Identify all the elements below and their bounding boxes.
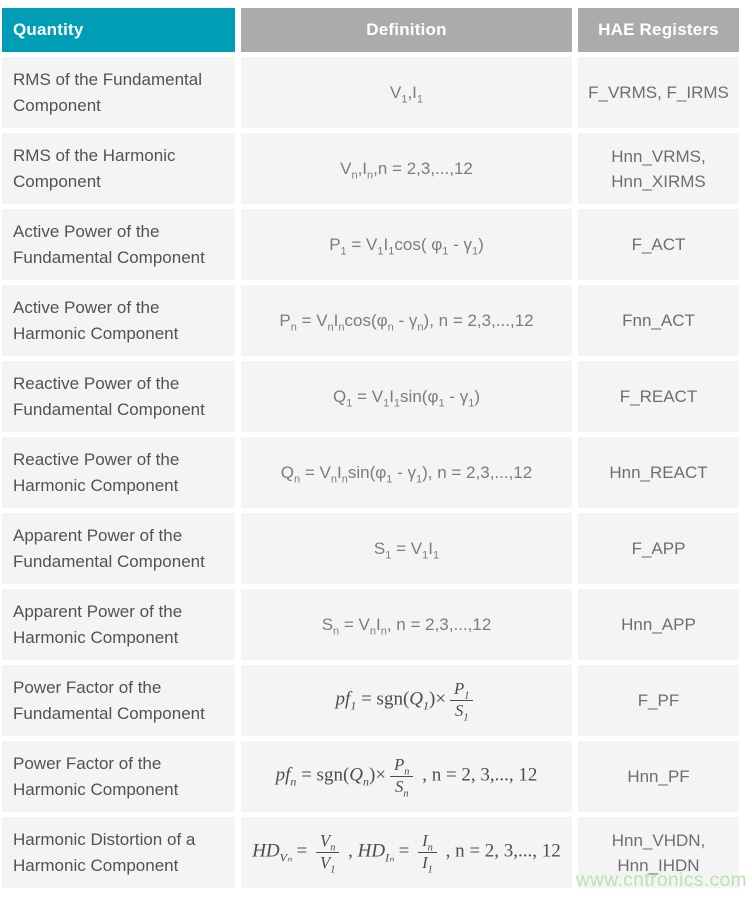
subscript: 1 <box>416 92 424 105</box>
quantity-cell: RMS of the Harmonic Component <box>2 133 235 204</box>
definition-cell <box>241 817 572 888</box>
subscript: 1 <box>468 396 475 409</box>
definition-cell <box>241 361 572 432</box>
subscript: n <box>333 624 340 637</box>
definition-formula <box>390 81 423 105</box>
subscript: n <box>290 320 297 333</box>
formula-text: I <box>376 614 381 634</box>
fraction-denominator <box>422 853 433 876</box>
subscript: 1 <box>383 396 390 409</box>
fraction <box>450 679 473 724</box>
definition-cell <box>241 285 572 356</box>
quantity-cell: Apparent Power of the Fundamental Component <box>2 513 235 584</box>
formula-text: S <box>394 777 404 796</box>
registers-cell <box>578 589 739 660</box>
register-line: F_PF <box>637 691 680 710</box>
definition-formula <box>374 537 439 561</box>
formula-text: ) <box>478 234 484 254</box>
formula-text: sin(φ <box>400 386 439 406</box>
formula-text: - γ <box>444 386 469 406</box>
definition-formula <box>279 309 533 333</box>
quantity-cell: RMS of the Fundamental Component <box>2 57 235 128</box>
fraction-denominator <box>394 777 409 800</box>
quantity-cell: Active Power of the Harmonic Component <box>2 285 235 356</box>
register-line: Hnn_PF <box>627 767 690 786</box>
formula-text: , <box>343 840 358 862</box>
quantity-cell: Power Factor of the Fundamental Component <box>2 665 235 736</box>
formula-text: I <box>422 853 428 872</box>
subscript: 1 <box>393 396 401 409</box>
fraction <box>390 755 413 800</box>
formula-text: = V <box>339 614 370 634</box>
formula-text: ) <box>474 386 480 406</box>
register-line: F_APP <box>631 539 686 558</box>
formula-text: = V <box>346 234 378 254</box>
definition-formula <box>333 385 480 409</box>
formula-text: P <box>454 679 465 699</box>
formula-text: Q <box>332 386 347 406</box>
formula-text: = V <box>296 310 328 330</box>
subscript: n <box>417 320 424 333</box>
subscript: n <box>403 788 409 800</box>
formula-text: I <box>383 234 389 254</box>
formula-text: - γ <box>393 310 418 330</box>
definition-formula <box>281 461 532 485</box>
watermark-text: www.cntronics.com <box>575 870 747 891</box>
formula-text: Q <box>280 462 295 482</box>
register-line: Hnn_APP <box>621 615 696 634</box>
subscript: n <box>367 168 374 181</box>
subscript: n <box>369 624 376 637</box>
registers-cell <box>578 513 739 584</box>
subscript: 1 <box>442 244 449 257</box>
register-line: F_ACT <box>631 235 686 254</box>
formula-text: ,I <box>407 82 417 102</box>
subscript: n <box>338 320 345 333</box>
registers-cell <box>578 741 739 812</box>
formula-text: = sgn( <box>356 688 410 710</box>
subscript: Vₙ <box>279 850 292 865</box>
definition-formula <box>252 831 561 876</box>
subscript: 1 <box>385 548 392 561</box>
formula-text: S <box>373 538 386 558</box>
formula-text: I <box>389 386 394 406</box>
quantity-cell: Harmonic Distortion of a Harmonic Component <box>2 817 235 888</box>
subscript: 1 <box>346 396 353 409</box>
subscript: n <box>327 320 334 333</box>
subscript: n <box>380 624 387 637</box>
formula-text: I <box>333 310 339 330</box>
subscript: 1 <box>464 690 470 702</box>
formula-text: pf <box>275 764 291 786</box>
registers-cell <box>578 57 739 128</box>
subscript: 1 <box>416 472 423 485</box>
subscript: 1 <box>423 698 429 713</box>
formula-text: HD <box>357 840 386 862</box>
fraction-denominator <box>454 701 469 724</box>
formula-text: I <box>422 831 428 851</box>
subscript: 1 <box>401 92 408 105</box>
subscript: 1 <box>340 244 347 257</box>
quantity-cell: Apparent Power of the Harmonic Component <box>2 589 235 660</box>
subscript: 1 <box>377 244 384 257</box>
formula-text: - γ <box>392 462 416 482</box>
subscript: n <box>341 472 348 485</box>
formula-text: ), n = 2,3,...,12 <box>423 310 534 330</box>
formula-text: S <box>454 701 464 720</box>
formula-text: V <box>389 82 402 102</box>
formula-text: I <box>336 462 342 482</box>
register-line: Fnn_ACT <box>622 311 695 330</box>
subscript: 1 <box>432 548 440 561</box>
register-line: Hnn_VRMS, <box>611 146 706 166</box>
fraction <box>418 831 437 876</box>
definition-formula <box>322 613 492 637</box>
formula-text: = sgn( <box>296 764 350 786</box>
formula-text: Q <box>409 688 423 710</box>
register-line: Hnn_IHDN <box>617 855 700 875</box>
definition-cell <box>241 589 572 660</box>
fraction-numerator <box>390 756 413 777</box>
definition-cell <box>241 437 572 508</box>
formula-text: V <box>319 831 331 851</box>
subscript: Iₙ <box>385 850 394 865</box>
formula-text: , n = 2, 3,..., 12 <box>417 764 538 786</box>
subscript: 1 <box>427 864 433 876</box>
formula-text: , n = 2, 3,..., 12 <box>440 840 561 862</box>
subscript: n <box>330 472 337 485</box>
subscript: n <box>290 774 297 789</box>
formula-text: HD <box>252 840 280 862</box>
formula-text: P <box>279 310 291 330</box>
definition-formula <box>329 233 484 257</box>
quantity-cell: Reactive Power of the Fundamental Component <box>2 361 235 432</box>
register-line: Hnn_REACT <box>609 463 708 482</box>
fraction-numerator <box>316 832 339 853</box>
subscript: n <box>294 472 301 485</box>
registers-cell <box>578 209 739 280</box>
formula-text: = <box>291 840 312 862</box>
subscript: n <box>351 168 358 181</box>
formula-text: ,I <box>357 158 368 178</box>
column-header-definition: Definition <box>241 8 572 52</box>
registers-cell <box>578 665 739 736</box>
formula-text: = V <box>352 386 384 406</box>
formula-text: )× <box>429 688 447 710</box>
register-line: F_REACT <box>619 387 698 406</box>
definition-cell <box>241 133 572 204</box>
subscript: 1 <box>388 244 395 257</box>
formula-text: )× <box>369 764 387 786</box>
formula-text: = <box>393 840 415 862</box>
definition-cell <box>241 741 572 812</box>
column-header-hae-registers: HAE Registers <box>578 8 739 52</box>
formula-text: = V <box>300 462 331 482</box>
formula-text: P <box>329 234 341 254</box>
registers-cell <box>578 437 739 508</box>
formula-text: cos( φ <box>394 234 443 254</box>
subscript: n <box>387 320 394 333</box>
registers-cell <box>578 361 739 432</box>
definition-cell <box>241 513 572 584</box>
formula-text: cos(φ <box>344 310 388 330</box>
quantity-cell: Power Factor of the Harmonic Component <box>2 741 235 812</box>
fraction-denominator <box>319 853 336 876</box>
column-header-quantity: Quantity <box>2 8 235 52</box>
formula-text: , n = 2,3,...,12 <box>386 614 492 634</box>
fraction-numerator <box>418 832 437 853</box>
subscript: 1 <box>350 698 357 713</box>
definition-formula <box>275 755 538 800</box>
subscript: 1 <box>330 864 336 876</box>
fraction <box>316 831 339 876</box>
formula-text: I <box>428 538 433 558</box>
subscript: 1 <box>386 472 393 485</box>
registers-cell <box>578 285 739 356</box>
formula-text: P <box>394 755 405 775</box>
subscript: 1 <box>463 712 469 724</box>
subscript: n <box>363 774 370 789</box>
subscript: 1 <box>471 244 479 257</box>
quantity-cell: Reactive Power of the Harmonic Component <box>2 437 235 508</box>
subscript: n <box>330 842 336 854</box>
hae-registers-table <box>2 8 738 888</box>
formula-text: V <box>340 158 352 178</box>
definition-formula <box>335 679 478 724</box>
register-line: F_VRMS, F_IRMS <box>588 83 729 102</box>
formula-text: - γ <box>448 234 472 254</box>
formula-text: V <box>319 853 331 872</box>
formula-text: ,n = 2,3,...,12 <box>373 158 473 178</box>
definition-formula <box>340 157 473 181</box>
subscript: n <box>427 842 433 854</box>
definition-cell <box>241 665 572 736</box>
formula-text: ), n = 2,3,...,12 <box>422 462 533 482</box>
formula-text: Q <box>349 764 364 786</box>
fraction-numerator <box>450 680 473 701</box>
subscript: 1 <box>438 396 445 409</box>
formula-text: sin(φ <box>347 462 387 482</box>
registers-cell <box>578 133 739 204</box>
formula-text: S <box>321 614 334 634</box>
definition-cell <box>241 57 572 128</box>
formula-text: pf <box>335 688 351 710</box>
subscript: n <box>404 766 410 778</box>
register-line: Hnn_VHDN, <box>611 830 706 850</box>
subscript: 1 <box>422 548 429 561</box>
formula-text: = V <box>391 538 423 558</box>
register-line: Hnn_XIRMS <box>611 171 706 191</box>
quantity-cell: Active Power of the Fundamental Component <box>2 209 235 280</box>
definition-cell <box>241 209 572 280</box>
